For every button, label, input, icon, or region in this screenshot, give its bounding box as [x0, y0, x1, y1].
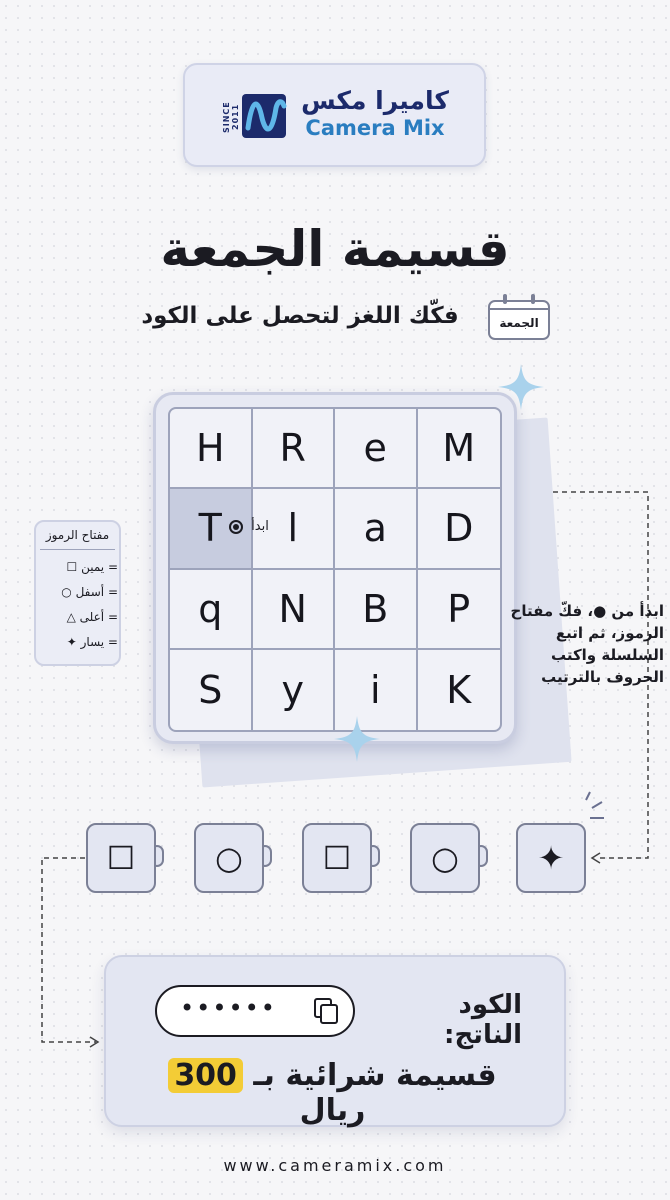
grid-cell: M	[418, 409, 501, 489]
sequence-star-icon: ✦	[516, 823, 586, 893]
sequence-square-icon: ☐	[302, 823, 372, 893]
grid-cell: D	[418, 489, 501, 569]
grid-cell-start: T	[170, 489, 253, 569]
legend-label: = أعلى	[79, 610, 118, 624]
grid-cell: a	[335, 489, 418, 569]
coupon-text	[140, 1058, 525, 1128]
legend-divider	[40, 549, 115, 550]
grid-cell: B	[335, 570, 418, 650]
grid-cell: P	[418, 570, 501, 650]
sparkle-icon	[334, 716, 380, 762]
logo-arabic-name: كاميرا مكس	[301, 86, 449, 115]
grid-cell: R	[253, 409, 336, 489]
start-marker-icon	[229, 520, 243, 534]
logo-since-text: SINCE 2011	[222, 101, 240, 133]
grid-cell: i	[335, 650, 418, 730]
triangle-icon: △	[66, 610, 76, 624]
calendar-day-label: الجمعة	[499, 316, 539, 330]
legend-row-left	[40, 635, 118, 649]
website-link[interactable]: www.cameramix.com	[223, 1156, 447, 1175]
square-icon: ☐	[66, 560, 78, 574]
legend-row-up	[40, 610, 118, 624]
sequence-circle-icon: ○	[410, 823, 480, 893]
page-subtitle: فكّك اللغز لتحصل على الكود	[141, 303, 459, 329]
sparkle-icon	[498, 364, 544, 410]
legend-title: مفتاح الرموز	[45, 528, 110, 542]
coupon-amount: 300	[168, 1058, 243, 1093]
grid-cell: N	[253, 570, 336, 650]
grid-cell: q	[170, 570, 253, 650]
copy-icon-front[interactable]	[320, 1004, 338, 1024]
code-masked-value: ••••••	[180, 994, 277, 1022]
circle-icon: ○	[61, 585, 72, 599]
code-label: الكود الناتج:	[444, 990, 522, 1050]
legend-row-right	[40, 560, 118, 574]
logo-english-name: Camera Mix	[305, 116, 445, 140]
grid-cell: H	[170, 409, 253, 489]
page-title: قسيمة الجمعة	[160, 220, 510, 278]
sequence-circle-icon: ○	[194, 823, 264, 893]
legend-label: = يسار	[80, 635, 118, 649]
grid-cell: S	[170, 650, 253, 730]
grid-cell: l	[253, 489, 336, 569]
grid-cell: K	[446, 667, 472, 712]
legend-label: = أسفل	[75, 585, 118, 599]
legend-label: = يمين	[81, 560, 118, 574]
legend-row-down	[40, 585, 118, 599]
sequence-square-icon: ☐	[86, 823, 156, 893]
grid-cell: e	[335, 409, 418, 489]
puzzle-grid	[168, 407, 502, 732]
grid-cell: y	[253, 650, 336, 730]
start-label: ابدأ	[251, 519, 269, 534]
instructions-text: ابدأ من ●، فكّ مفتاح الرموز، ثم اتبع السلسلة واكتب الحروف بالترتيب	[510, 602, 664, 686]
coupon-text-post: ريال	[299, 1093, 366, 1128]
coupon-text-pre: قسيمة شرائية بـ	[253, 1058, 497, 1093]
star-icon: ✦	[66, 635, 77, 649]
